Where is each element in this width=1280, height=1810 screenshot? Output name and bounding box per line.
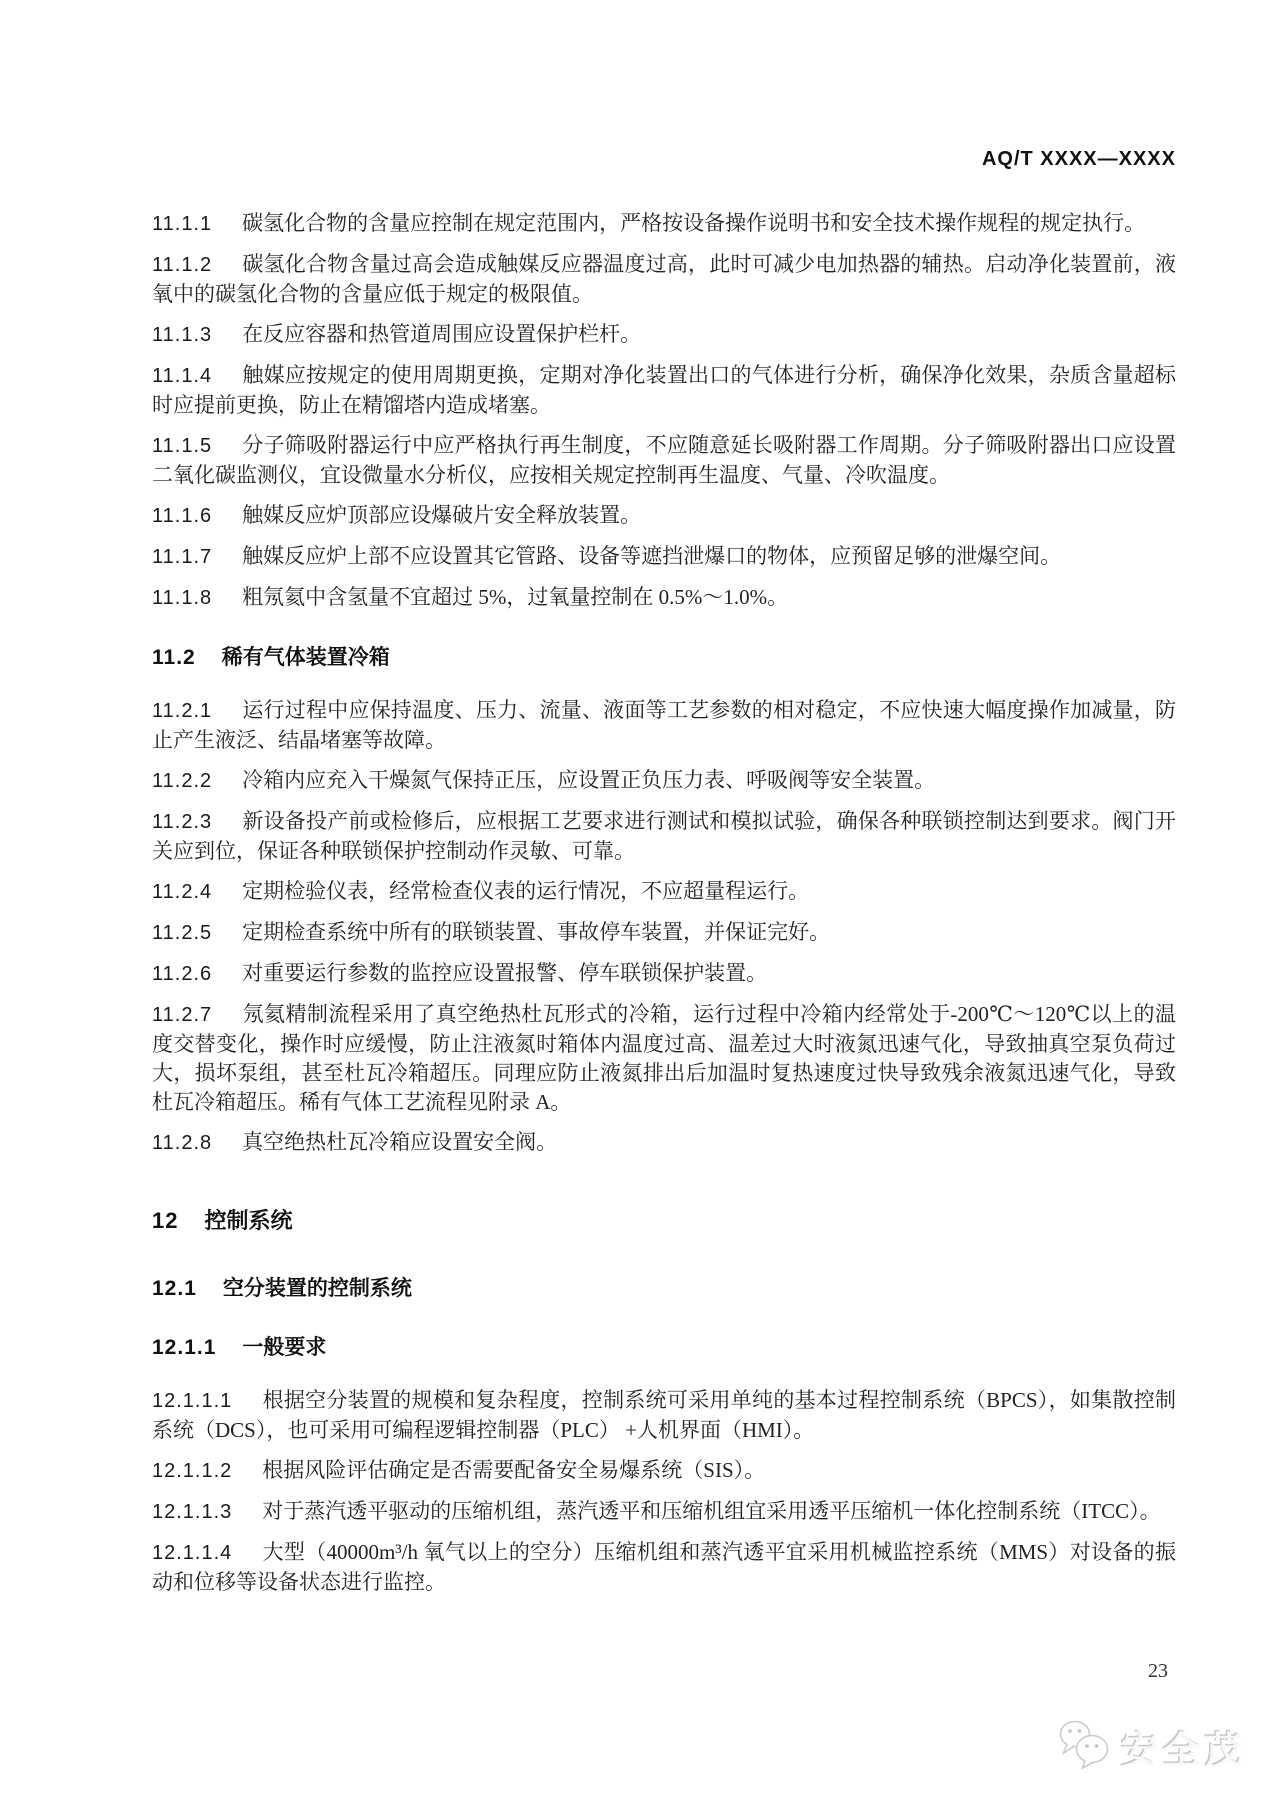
- clause-12-1-1-2: [152, 1456, 1176, 1486]
- clause-11-1-3: [152, 320, 1176, 350]
- watermark-text: 安全茂: [1121, 1729, 1247, 1771]
- clause-text: 对于蒸汽透平驱动的压缩机组，蒸汽透平和压缩机组宜采用透平压缩机一体化控制系统（ITCC）。: [262, 1499, 1161, 1523]
- clause-11-1-6: [152, 501, 1176, 531]
- heading-title: 控制系统: [204, 1208, 293, 1233]
- clause-12-1-1-1: [152, 1386, 1176, 1445]
- clause-text: 分子筛吸附器运行中应严格执行再生制度，不应随意延长吸附器工作周期。分子筛吸附器出口应设置二氧化碳监测仪，宜设微量水分析仪，应按相关规定控制再生温度、气量、冷吹温度。: [152, 433, 1176, 487]
- clause-number: 11.2.2: [152, 770, 213, 792]
- watermark: [1055, 1718, 1247, 1775]
- clause-text: 触媒反应炉上部不应设置其它管路、设备等遮挡泄爆口的物体，应预留足够的泄爆空间。: [242, 544, 1062, 568]
- clause-number: 11.1.7: [152, 546, 213, 568]
- clause-11-2-1: [152, 696, 1176, 755]
- clause-12-1-1-4: [152, 1538, 1176, 1597]
- page-number: 23: [1148, 1660, 1168, 1682]
- heading-title: 一般要求: [242, 1336, 327, 1359]
- clause-number: 12.1.1.1: [152, 1390, 233, 1412]
- clause-number: 11.1.8: [152, 587, 213, 609]
- clause-text: 根据空分装置的规模和复杂程度，控制系统可采用单纯的基本过程控制系统（BPCS），如集散控制系统（DCS），也可采用可编程逻辑控制器（PLC） +人机界面（HMI）。: [152, 1388, 1176, 1442]
- clause-number: 11.1.2: [152, 254, 213, 276]
- heading-number: 12.1: [152, 1277, 197, 1300]
- clause-number: 11.1.3: [152, 324, 213, 346]
- clause-number: 11.1.6: [152, 505, 213, 527]
- wechat-chat-bubbles-icon: [1055, 1718, 1113, 1775]
- clause-number: 11.2.5: [152, 922, 213, 944]
- clause-number: 11.2.7: [152, 1004, 213, 1026]
- clause-number: 11.2.3: [152, 811, 213, 833]
- clause-number: 12.1.1.4: [152, 1542, 233, 1564]
- clause-11-1-2: [152, 250, 1176, 309]
- clause-11-2-4: [152, 877, 1176, 907]
- clause-11-2-7: [152, 1000, 1176, 1117]
- clause-number: 11.1.5: [152, 435, 213, 457]
- clause-11-2-8: [152, 1128, 1176, 1158]
- heading-number: 12: [152, 1208, 179, 1233]
- doc-code: AQ/T XXXX—XXXX: [981, 148, 1176, 170]
- section-heading-12-1: [152, 1274, 1176, 1303]
- clause-text: 触媒反应炉顶部应设爆破片安全释放装置。: [242, 503, 642, 527]
- heading-title: 空分装置的控制系统: [222, 1277, 412, 1300]
- heading-number: 12.1.1: [152, 1336, 217, 1359]
- clause-number: 11.2.4: [152, 881, 213, 903]
- clause-text: 氖氦精制流程采用了真空绝热杜瓦形式的冷箱，运行过程中冷箱内经常处于-200℃～120℃以上的温度交替变化，操作时应缓慢，防止注液氮时箱体内温度过高、温差过大时液氮迅速气化，导致抽真空泵负荷过大，损坏泵组，甚至杜瓦冷箱超压。同理应防止液氮排出后加温时复热速度过快导致残余液氮迅速气化，导致杜瓦冷箱超压。稀有气体工艺流程见附录 A。: [152, 1002, 1176, 1114]
- clause-text: 大型（40000m³/h 氧气以上的空分）压缩机组和蒸汽透平宜采用机械监控系统（MMS）对设备的振动和位移等设备状态进行监控。: [152, 1540, 1176, 1594]
- clause-11-1-5: [152, 431, 1176, 490]
- clause-text: 根据风险评估确定是否需要配备安全易爆系统（SIS）。: [262, 1458, 766, 1482]
- clause-11-2-3: [152, 807, 1176, 866]
- clause-11-1-7: [152, 542, 1176, 572]
- clause-number: 12.1.1.3: [152, 1501, 233, 1523]
- clause-11-1-8: [152, 583, 1176, 613]
- chapter-heading-12: [152, 1206, 1176, 1236]
- clause-number: 11.1.4: [152, 365, 213, 387]
- clause-text: 粗氖氦中含氢量不宜超过 5%，过氧量控制在 0.5%～1.0%。: [242, 585, 789, 609]
- section-heading-11-2: [152, 643, 1176, 672]
- clause-text: 定期检查系统中所有的联锁装置、事故停车装置，并保证完好。: [242, 920, 831, 944]
- clause-text: 真空绝热杜瓦冷箱应设置安全阀。: [242, 1130, 558, 1154]
- clause-11-2-2: [152, 766, 1176, 796]
- clause-number: 11.2.1: [152, 700, 213, 722]
- clause-number: 11.2.8: [152, 1132, 213, 1154]
- section-heading-12-1-1: [152, 1333, 1176, 1362]
- clause-text: 碳氢化合物的含量应控制在规定范围内，严格按设备操作说明书和安全技术操作规程的规定执行。: [242, 211, 1146, 235]
- clause-number: 11.1.1: [152, 213, 213, 235]
- clause-number: 12.1.1.2: [152, 1460, 233, 1482]
- document-page: [152, 148, 1176, 1608]
- clause-text: 冷箱内应充入干燥氮气保持正压，应设置正负压力表、呼吸阀等安全装置。: [242, 768, 936, 792]
- clause-11-1-4: [152, 361, 1176, 420]
- clause-text: 新设备投产前或检修后，应根据工艺要求进行测试和模拟试验，确保各种联锁控制达到要求。阀门开关应到位，保证各种联锁保护控制动作灵敏、可靠。: [152, 809, 1176, 863]
- clause-text: 在反应容器和热管道周围应设置保护栏杆。: [242, 322, 642, 346]
- clause-text: 碳氢化合物含量过高会造成触媒反应器温度过高，此时可减少电加热器的辅热。启动净化装置前，液氧中的碳氢化合物的含量应低于规定的极限值。: [152, 252, 1176, 306]
- clause-text: 对重要运行参数的监控应设置报警、停车联锁保护装置。: [242, 961, 768, 985]
- clause-11-2-5: [152, 918, 1176, 948]
- heading-title: 稀有气体装置冷箱: [221, 646, 390, 669]
- clause-11-1-1: [152, 209, 1176, 239]
- clause-text: 定期检验仪表，经常检查仪表的运行情况，不应超量程运行。: [242, 879, 810, 903]
- heading-number: 11.2: [152, 646, 196, 669]
- clause-11-2-6: [152, 959, 1176, 989]
- clause-text: 触媒应按规定的使用周期更换，定期对净化装置出口的气体进行分析，确保净化效果，杂质含量超标时应提前更换，防止在精馏塔内造成堵塞。: [152, 363, 1176, 417]
- clause-text: 运行过程中应保持温度、压力、流量、液面等工艺参数的相对稳定，不应快速大幅度操作加减量，防止产生液泛、结晶堵塞等故障。: [152, 698, 1176, 752]
- clause-number: 11.2.6: [152, 963, 213, 985]
- clause-12-1-1-3: [152, 1497, 1176, 1527]
